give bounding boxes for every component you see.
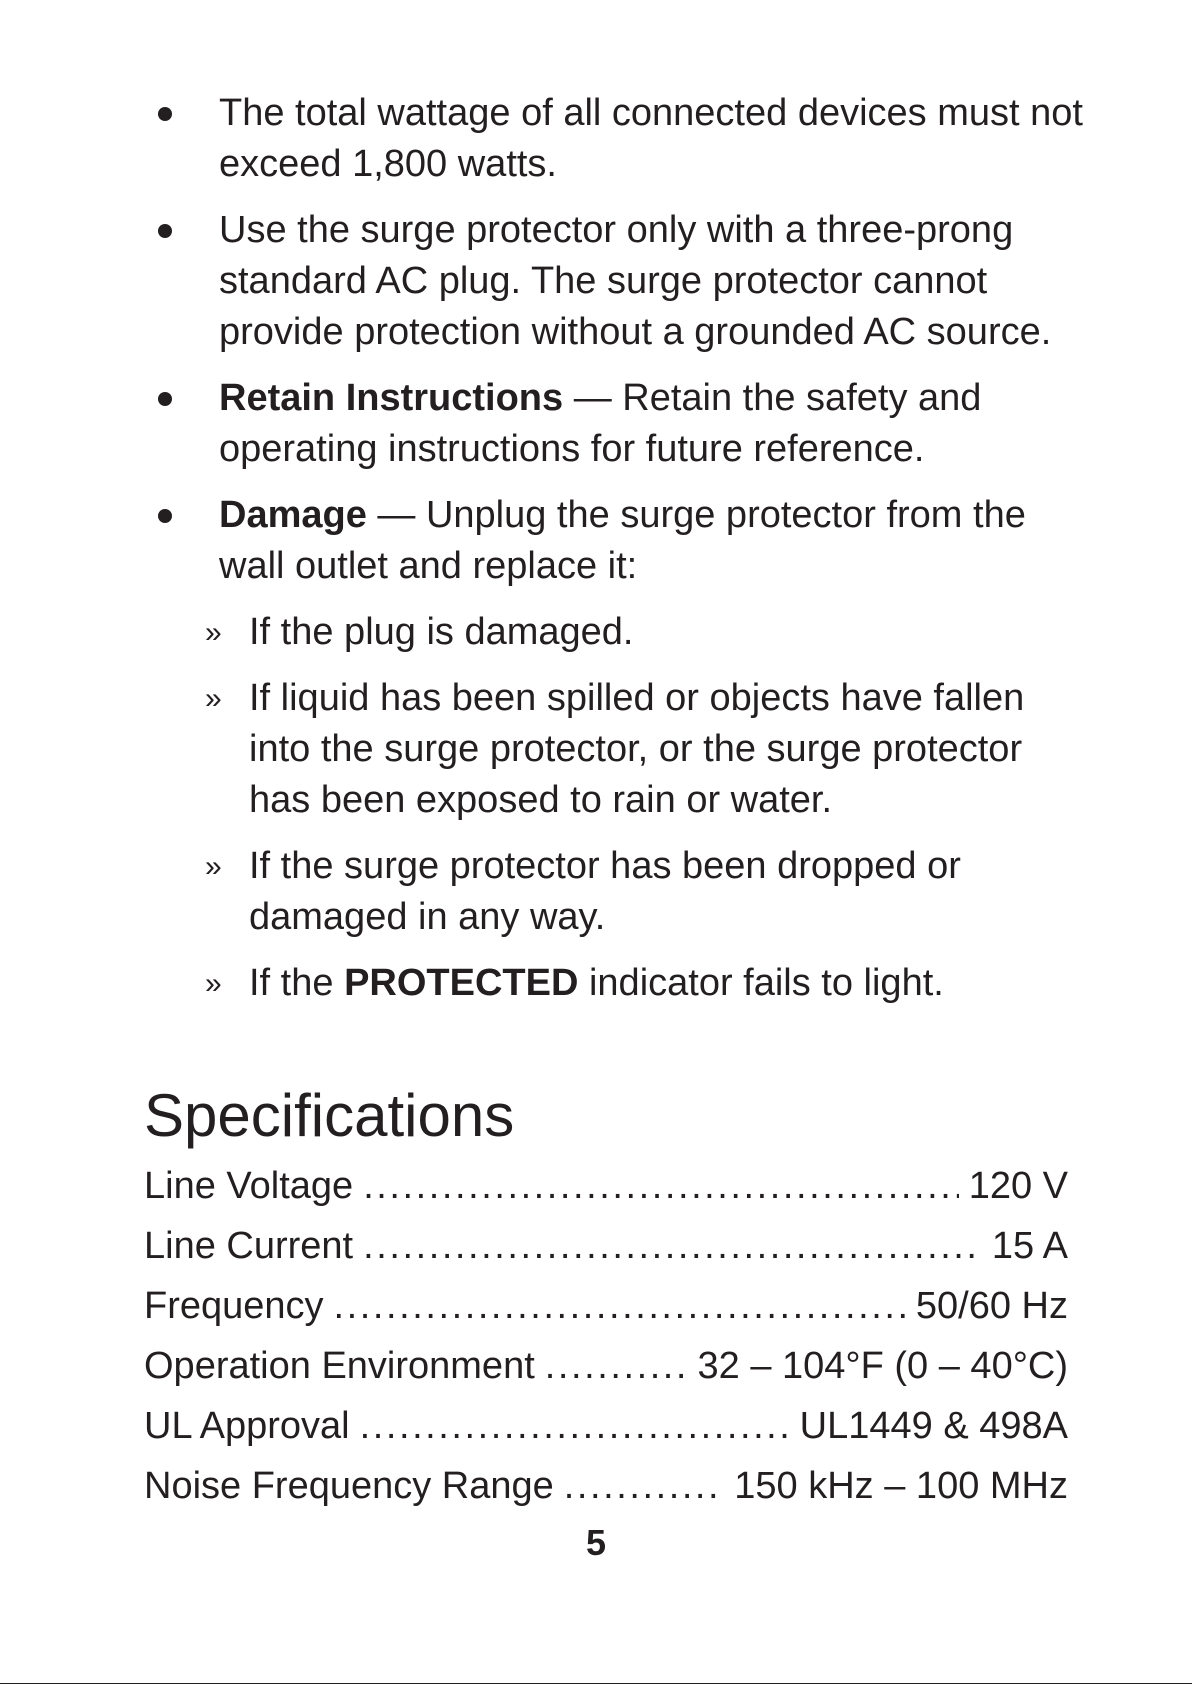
- dot-leader: [363, 1216, 982, 1276]
- dot-leader: [334, 1276, 906, 1336]
- sub-bullet-item: [0, 607, 1192, 658]
- spec-row: [144, 1396, 1068, 1456]
- bullet-text: — Retain the safety and operating instructions for future reference.: [219, 377, 982, 470]
- bullet-item: [0, 88, 1192, 190]
- bullet-dot-icon: [158, 224, 172, 238]
- specifications-heading: Specifications: [144, 1082, 515, 1149]
- safety-bullet-list: [0, 88, 1192, 1024]
- spec-label: Line Current: [144, 1225, 354, 1267]
- spec-label: Operation Environment: [144, 1345, 535, 1387]
- sub-bullet-item: [0, 673, 1192, 826]
- spec-label: Noise Frequency Range: [144, 1465, 554, 1507]
- bullet-text: The total wattage of all connected devices must not exceed 1,800 watts.: [219, 92, 1083, 185]
- spec-row: [144, 1156, 1068, 1216]
- bullet-text: Use the surge protector only with a three-prong standard AC plug. The surge protector cannot provide protection without a grounded AC source.: [219, 209, 1052, 353]
- spec-value: 150 kHz – 100 MHz: [734, 1465, 1068, 1507]
- spec-row: [144, 1276, 1068, 1336]
- spec-value: 32 – 104°F (0 – 40°C): [697, 1345, 1068, 1387]
- spec-label: UL Approval: [144, 1405, 350, 1447]
- sub-bullet-marker: »: [205, 682, 222, 715]
- sub-bullet-marker: »: [205, 967, 222, 1000]
- spec-value: UL1449 & 498A: [799, 1405, 1068, 1447]
- spec-value: 15 A: [991, 1225, 1068, 1267]
- page-number: 5: [585, 1522, 607, 1563]
- bullet-dot-icon: [158, 107, 172, 121]
- dot-leader: [360, 1396, 790, 1456]
- spec-row: [144, 1456, 1068, 1516]
- bullet-bold-label: Damage: [219, 494, 367, 536]
- bullet-item: [0, 373, 1192, 475]
- specifications-table: [144, 1156, 1068, 1516]
- bullet-item: [0, 490, 1192, 592]
- sub-bullet-item: [0, 958, 1192, 1009]
- page-bottom-rule: [0, 1683, 1192, 1684]
- sub-bullet-text: If liquid has been spilled or objects have fallen into the surge protector, or the surge protector has been exposed to rain or water.: [249, 677, 1025, 821]
- bullet-item: [0, 205, 1192, 358]
- spec-value: 50/60 Hz: [915, 1285, 1068, 1327]
- spec-label: Line Voltage: [144, 1165, 354, 1207]
- spec-value: 120 V: [968, 1165, 1068, 1207]
- sub-bullet-text-after: indicator fails to light.: [578, 962, 944, 1004]
- bullet-dot-icon: [158, 509, 172, 523]
- bullet-bold-label: Retain Instructions: [219, 377, 564, 419]
- spec-row: [144, 1336, 1068, 1396]
- dot-leader: [545, 1336, 688, 1396]
- bullet-dot-icon: [158, 392, 172, 406]
- sub-bullet-item: [0, 841, 1192, 943]
- sub-bullet-marker: »: [205, 850, 222, 883]
- sub-bullet-text: If the plug is damaged.: [249, 611, 634, 653]
- sub-bullet-text: If the surge protector has been dropped or damaged in any way.: [249, 845, 961, 938]
- dot-leader: [564, 1456, 725, 1516]
- sub-bullet-marker: »: [205, 616, 222, 649]
- dot-leader: [363, 1156, 959, 1216]
- bullet-text: — Unplug the surge protector from the wall outlet and replace it:: [219, 494, 1026, 587]
- spec-label: Frequency: [144, 1285, 324, 1327]
- sub-bullet-text: If the: [249, 962, 345, 1004]
- sub-bullet-bold: PROTECTED: [344, 962, 579, 1004]
- spec-row: [144, 1216, 1068, 1276]
